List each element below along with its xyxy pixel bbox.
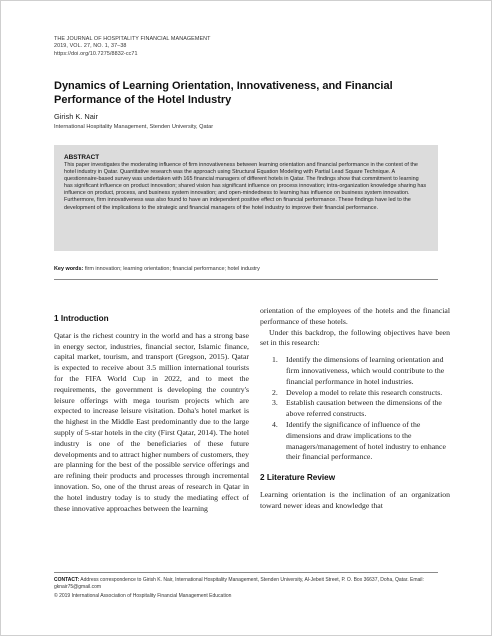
objective-text: Establish causation between the dimensions of the above referred constructs. [286,398,442,419]
journal-volume: 2019, VOL. 27, NO. 1, 37–38 [54,43,127,50]
journal-doi[interactable]: https://doi.org/10.7275/8832-cc71 [54,50,138,57]
objective-number: 1. [272,355,278,365]
objectives-intro: Under this backdrop, the following objectives have been set in this research: [260,327,450,348]
intro-continuation: orientation of the employees of the hotels and the financial performance of these hotels. [260,306,450,326]
copyright: © 2019 International Association of Hospitality Financial Management Education [54,593,232,599]
author-affiliation: International Hospitality Management, Stenden University, Qatar [54,124,214,130]
objective-text: Develop a model to relate this research constructs. [286,387,443,397]
keywords-label: Key words: [54,266,84,272]
objective-item [272,419,450,463]
left-column [54,314,249,514]
abstract-heading: ABSTRACT [64,154,100,161]
journal-name: THE JOURNAL OF HOSPITALITY FINANCIAL MANAGEMENT [54,36,211,42]
keywords [54,266,444,272]
contact-text: Address correspondence to Girish K. Nair, International Hospitality Management, Stenden University, Al-Jebeit Street, P. O. Box 36637, Doha, Qatar. Email: gknair75@gmail.com [54,577,424,590]
intro-paragraph: Qatar is the richest country in the world and has a strong base in energy sector, industries, financial sector, Islamic finance, capital market, tourism, and transport (Gregson, 2015). Qatar is expected to receive about 3.5 million international tourists for the FIFA World Cup in 2022, and to meet the requirements, the government is developing the country's leisure offerings with mega tourism projects which are expected to increase leisure visitation. Doha's hotel market is the highest in the Middle East predominantly due to the large supply of 5-star hotels in the city (First Qatar, 2014). The hotel industry is one of the beneficiaries of these future developments and to attract higher numbers of customers, they are planning for the best of the possible service offerings and are refining their products and processes through incremental innovation. So, one of the thrust areas of research in Qatar in the hotel industry today is to study the mediating effect of these innovative approaches between the learning [54,330,249,513]
contact-label: CONTACT: [54,577,80,583]
objective-item [272,387,450,399]
objective-number: 3. [272,398,278,408]
literature-paragraph: Learning orientation is the inclination of an organization toward newer ideas and knowledge that [260,489,450,510]
objective-text: Identify the dimensions of learning orientation and firm innovativeness, which would contribute to the financial performance in hotel industries. [286,355,445,386]
contact-line [54,577,444,591]
objectives-list [260,355,450,463]
objective-number: 4. [272,419,278,429]
objective-number: 2. [272,387,278,397]
literature-heading: 2 Literature Review [260,473,336,483]
journal-header [54,36,434,58]
keywords-text: firm innovation; learning orientation; financial performance; hotel industry [83,266,260,272]
abstract-text: This paper investigates the moderating influence of firm innovativeness between learning orientation and financial performance in the context of the hotel industry in Qatar. Quantitative research was the approach using Structural Equation Modeling with Partial Lead Square Technique. A questionnaire-based survey was undertaken with 165 financial managers of different hotels in Qatar. The findings show that commitment to learning has significant influence on product innovation; shared vision has significant influence on process innovation; intra-organization knowledge sharing has influence on product, process, and business system innovation; and open-mindedness to learning has influence on business system innovation. Furthermore, firm innovativeness was also found to have an independent positive effect on financial performance. These findings have led to the development of the implications to the strategic and financial managers of the hotel industry to improve their financial performance. [64,162,427,211]
right-column [260,306,450,512]
footer [54,577,444,600]
article-title: Dynamics of Learning Orientation, Innovativeness, and Financial Performance of the Hotel Industry [54,80,393,106]
abstract-box [54,145,438,251]
footer-divider [54,572,438,573]
section-divider [54,279,438,280]
intro-heading: 1 Introduction [54,314,109,323]
author-name: Girish K. Nair [54,112,98,121]
objective-item [272,355,450,387]
objective-item [272,398,450,420]
objective-text: Identify the significance of influence of the dimensions and draw implications to the managers/management of hotel industry to enhance their financial performance. [286,419,446,462]
